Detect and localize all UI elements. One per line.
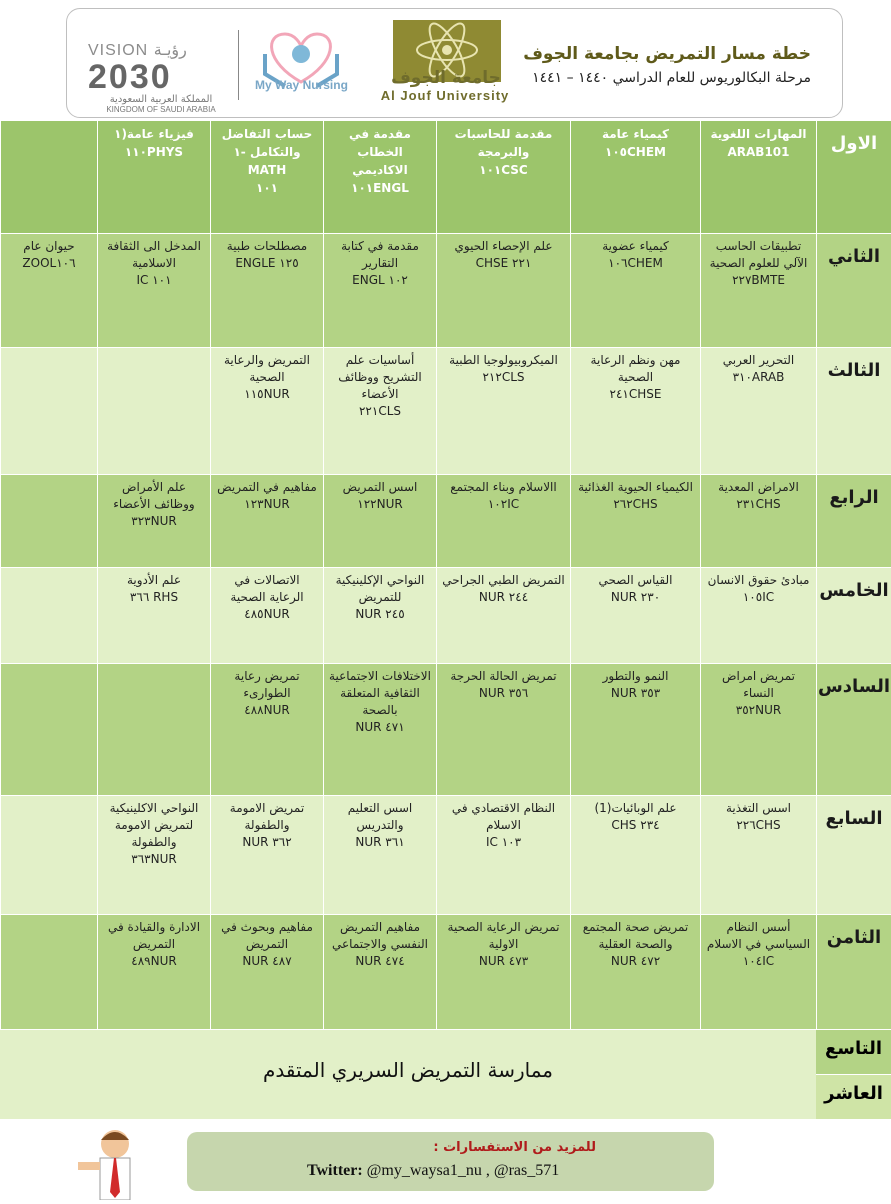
course-cell [570,796,700,914]
course-name: النمو والتطور [602,669,669,683]
course-code: ٢٤٤ NUR [478,590,529,604]
course-name: القياس الصحي [598,573,673,587]
level-row [0,796,891,915]
course-code: ٤٨٩NUR [131,954,177,968]
level-row [0,568,891,664]
level-name: السادس [816,664,891,795]
vision-line1: VISION رؤيـة [88,42,187,59]
course-code: ٣٢٣NUR [131,514,177,528]
course-code: ٢٢١CLS [358,404,402,418]
level-name: السابع [816,796,891,914]
course-cell [323,796,436,914]
course-code: ١٠٥IC [742,590,775,604]
course-cell [436,475,570,567]
course-code: ١٠١ENGL [351,181,409,195]
course-name: اسس التغذية [726,801,791,815]
course-name: حساب التفاضل والتكامل -١ MATH [221,127,313,177]
course-code: ٤٨٥NUR [244,607,290,621]
course-cell [436,348,570,474]
course-code: ٢٢١ CHSE [475,256,532,270]
course-cell [210,796,323,914]
cartoon-man-icon [70,1122,150,1200]
course-cell [97,796,210,914]
course-code: ٢٦٢CHS [613,497,658,511]
course-cell [570,664,700,795]
course-name: كيمياء عضوية [602,239,669,253]
course-cell [210,475,323,567]
course-cell [0,475,97,567]
course-name: النظام الاقتصادي في الاسلام [451,801,556,832]
course-name: مصطلحات طبية [226,239,308,253]
course-cell [0,568,97,663]
level-row [0,664,891,796]
course-cell [700,664,816,795]
course-name: أسس النظام السياسي في الاسلام [706,920,811,951]
course-name: مقدمة في كتابة التقارير [341,239,419,270]
course-name: التحرير العربي [722,353,795,367]
course-cell [700,234,816,347]
level-row [0,234,891,348]
course-code: ٣٦٢ NUR [242,835,292,849]
level-name: الثاني [816,234,891,347]
course-name: تمريض رعاية الطوارىء [234,669,300,700]
course-name: المهارات اللغوية [710,127,807,141]
course-cell [436,568,570,663]
course-cell [436,234,570,347]
course-code: ٣٦١ NUR [355,835,405,849]
course-name: اسس التمريض [342,480,418,494]
course-code: ٤٧١ NUR [355,720,405,734]
course-cell [323,568,436,663]
course-code: ١٠٦CHEM [608,256,663,270]
course-cell [210,915,323,1029]
course-code: ٤٨٨NUR [244,703,290,717]
course-code: ٢٢٦CHS [736,818,781,832]
vision-line2: 2030 [88,58,172,96]
course-name: الامراض المعدية [718,480,799,494]
level-name-tenth: العاشر [816,1075,891,1119]
course-code: ١١٥NUR [244,387,290,401]
course-code: ١٠٢ ENGL [352,273,408,287]
course-cell [210,234,323,347]
course-code: ٣٥٢NUR [735,703,782,717]
level-name: الخامس [816,568,891,663]
course-code: ٣٥٦ NUR [478,686,529,700]
course-name: أساسيات علم التشريح ووظائف الأعضاء [338,353,422,401]
course-cell [570,475,700,567]
vision-2030-logo [88,40,234,114]
final-levels-text: ممارسة التمريض السريري المتقدم [263,1058,553,1082]
course-name: تمريض الحالة الحرجة [450,669,557,683]
course-cell [0,664,97,795]
course-code: ZOOL١٠٦ [22,256,76,270]
course-cell [97,234,210,347]
course-cell [323,121,436,233]
course-cell [97,664,210,795]
course-code: ١١٠PHYS [124,145,184,159]
course-name: التمريض الطبي الجراحي [442,573,565,587]
course-code: ١٠٣ IC [485,835,522,849]
course-cell [210,348,323,474]
jouf-arabic-name: جامعة الجوف [391,68,501,88]
course-cell [323,915,436,1029]
course-cell [436,796,570,914]
my-way-nursing-logo [245,24,357,104]
course-name: مفاهيم في التمريض [217,480,317,494]
course-name: المدخل الى الثقافة الاسلامية [107,239,201,270]
course-name: الميكروبيولوجيا الطبية [449,353,558,367]
twitter-label: Twitter: [307,1162,363,1179]
level-row [0,915,891,1030]
page-subtitle: مرحلة البكالوريوس للعام الدراسي ١٤٤٠ – ١٤٤١ [532,70,811,86]
course-name: اسس التعليم والتدريس [347,801,413,832]
course-code: ٢٤٥ NUR [355,607,405,621]
course-code: ١٢٥ ENGLE [235,256,299,270]
course-name: كيمياء عامة [601,127,670,141]
twitter-handles[interactable]: @my_waysa1_nu , @ras_571 [362,1162,560,1179]
course-name: علم الوبائيات(1) [594,801,677,815]
heart-hands-icon [245,24,357,104]
course-name: مقدمة للحاسبات والبرمجة [454,127,553,159]
course-code: ٤٧٣ NUR [478,954,529,968]
course-name: مفاهيم وبحوث في التمريض [221,920,313,951]
course-cell [323,234,436,347]
level-name: الرابع [816,475,891,567]
level-name: الثالث [816,348,891,474]
course-cell [700,475,816,567]
course-cell [700,568,816,663]
course-name: تطبيقات الحاسب الآلي للعلوم الصحية [709,239,808,270]
course-cell [700,915,816,1029]
course-cell [323,348,436,474]
course-cell [700,348,816,474]
course-cell [97,568,210,663]
course-cell [570,915,700,1029]
course-cell [0,348,97,474]
jouf-university-logo [365,20,525,104]
course-cell [97,475,210,567]
course-code: ١٢٢NUR [357,497,403,511]
course-cell [436,121,570,233]
level-row [0,475,891,568]
course-cell [0,915,97,1029]
course-code: RHS ٣٦٦ [129,590,179,604]
course-name: علم الأدوية [126,573,182,587]
course-code: ٣٥٣ NUR [610,686,661,700]
course-code: ١٠٤IC [742,954,775,968]
course-name: الاختلافات الاجتماعية الثقافية المتعلقة بالصحة [329,669,431,717]
course-code: ١٠١ [256,181,278,195]
course-cell [97,121,210,233]
course-code: ١٢٣NUR [244,497,290,511]
course-code: ١٠١CSC [479,163,528,177]
jouf-english-name: Al Jouf University [380,88,510,103]
course-cell [436,664,570,795]
course-code: ٢٣٠ NUR [610,590,661,604]
course-cell [97,348,210,474]
level-name-ninth: التاسع [816,1030,891,1074]
course-name: االاسلام وبناء المجتمع [450,480,557,494]
course-name: حيوان عام [23,239,75,253]
twitter-line [307,1162,559,1180]
course-cell [0,796,97,914]
level-row [0,348,891,475]
course-cell [570,234,700,347]
course-code: ١٠٢IC [487,497,520,511]
course-code: ١٠٥CHEM [605,145,666,159]
course-name: التمريض والرعاية الصحية [223,353,311,384]
course-code: ٢٤١CHSE [609,387,662,401]
level-name: الاول [816,121,891,233]
inquiries-label: للمزيد من الاستفسارات : [433,1140,596,1155]
course-code: ٣١٠ARAB [732,370,785,384]
course-cell [323,475,436,567]
course-name: تمريض الامومة والطفولة [229,801,305,832]
course-name: الاتصالات في الرعاية الصحية [230,573,304,604]
course-name: مقدمة في الخطاب الاكاديمي [349,127,411,177]
level-name: الثامن [816,915,891,1029]
course-name: فيزياء عامة(١ [114,127,194,141]
course-cell [210,664,323,795]
course-name: علم الإحصاء الحيوي [454,239,553,253]
course-name: تمريض صحة المجتمع والصحة العقلية [582,920,689,951]
course-name: مبادئ حقوق الانسان [707,573,810,587]
level-row [0,121,891,234]
course-name: تمريض امراض النساء [722,669,795,700]
course-cell [0,121,98,233]
course-code: ٤٧٤ NUR [355,954,405,968]
course-code: ٤٧٢ NUR [610,954,661,968]
course-code: ٢٢٧BMTE [732,273,785,287]
course-cell [570,121,700,233]
course-code: ٢٣١CHS [736,497,781,511]
course-cell [570,568,700,663]
course-code: ٣٦٣NUR [131,852,177,866]
course-name: مفاهيم التمريض النفسي والاجتماعي [332,920,428,951]
course-code: ١٠١ IC [136,273,172,287]
course-cell [0,234,97,347]
course-name: الكيمياء الحيوية الغذائية [578,480,693,494]
course-name: النواحي الإكلينيكية للتمريض [335,573,425,604]
page-title: خطة مسار التمريض بجامعة الجوف [523,44,811,64]
course-cell [700,796,816,914]
course-cell [323,664,436,795]
course-code: ARAB101 [727,145,790,159]
logo-divider [238,30,239,100]
course-name: علم الأمراض ووظائف الأعضاء [113,480,195,511]
course-cell [436,915,570,1029]
contact-footer [187,1132,714,1191]
my-way-label: My Way Nursing [255,78,348,92]
course-code: ٢٣٤ CHS [611,818,660,832]
vision-line4: KINGDOM OF SAUDI ARABIA [106,105,216,114]
course-code: ٤٨٧ NUR [242,954,292,968]
course-name: تمريض الرعاية الصحية الاولية [447,920,560,951]
course-cell [210,568,323,663]
course-cell [570,348,700,474]
course-cell [210,121,323,233]
course-name: الادارة والقيادة في التمريض [107,920,201,951]
course-code: ٢١٢CLS [482,370,525,384]
course-name: مهن ونظم الرعاية الصحية [590,353,681,384]
course-name: النواحي الاكلينيكية لتمريض الامومة والطفولة [109,801,199,849]
course-cell [97,915,210,1029]
vision-line3: المملكة العربية السعودية [109,94,213,105]
course-cell [700,121,816,233]
